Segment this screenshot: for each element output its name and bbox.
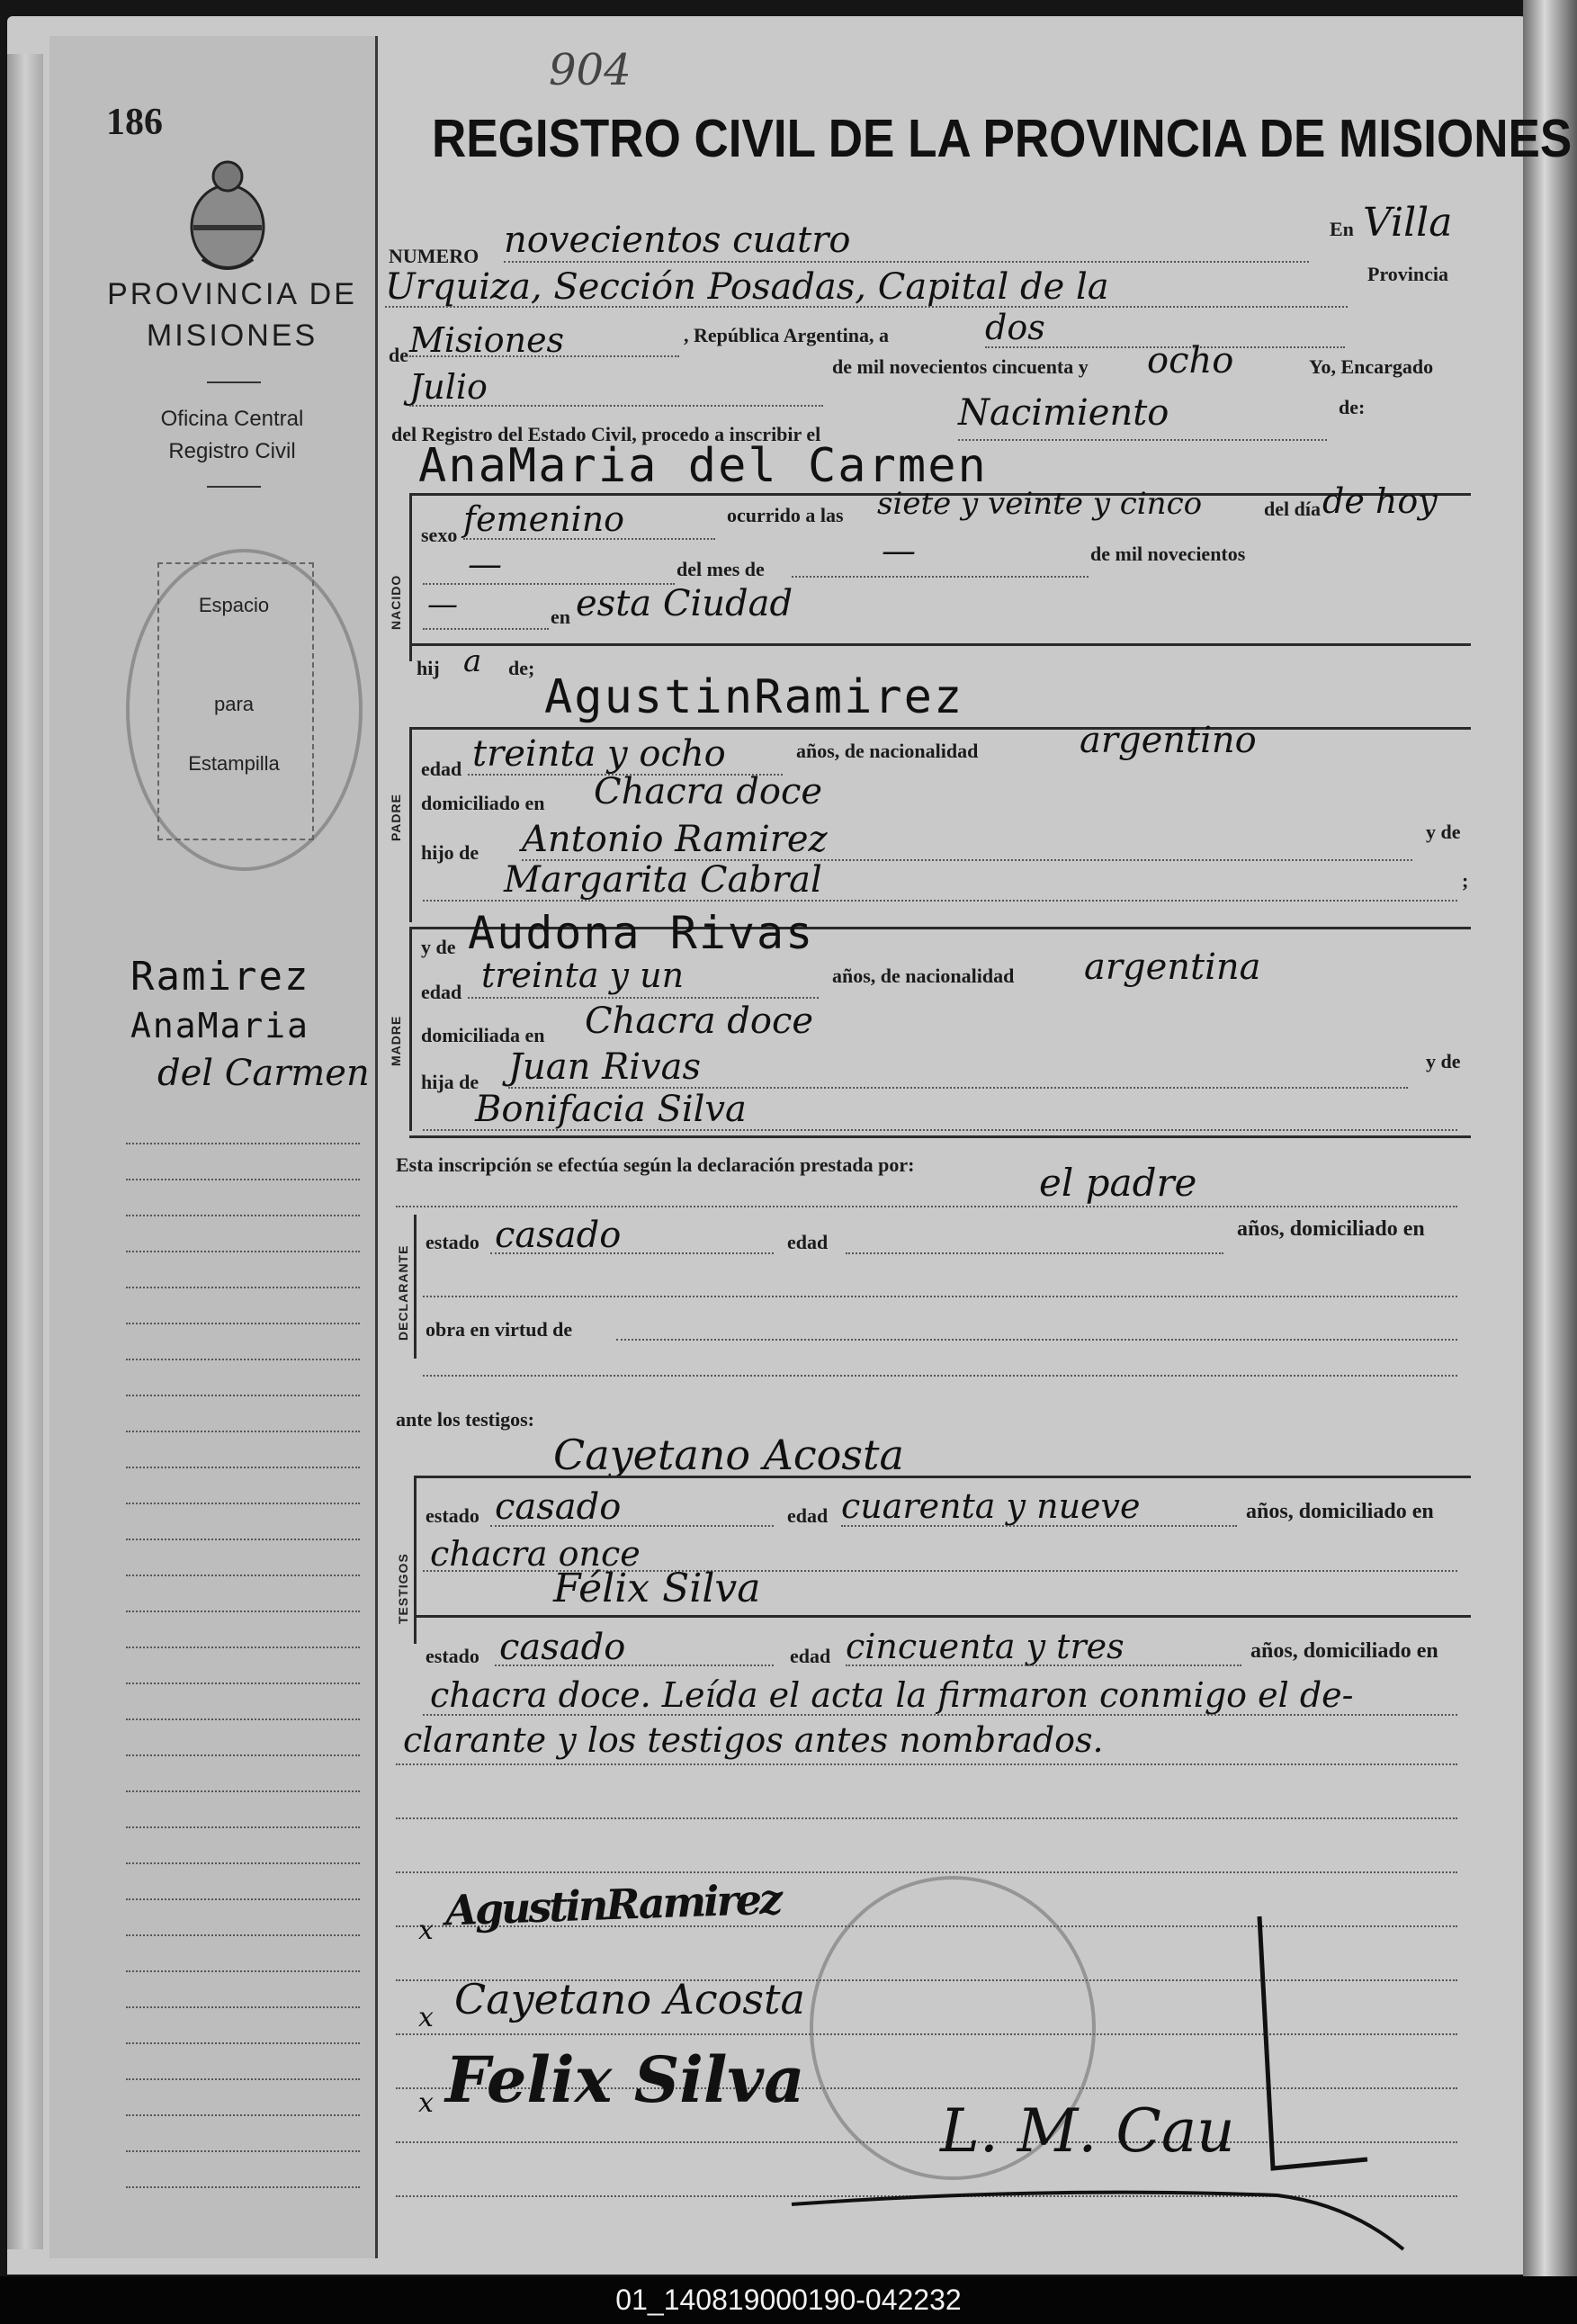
office-line-1: Oficina Central [160, 407, 304, 431]
signature-marker: x [418, 1915, 434, 1946]
registry-title: REGISTRO CIVIL DE LA PROVINCIA DE MISIONES [432, 109, 1573, 169]
value-dia: dos [985, 308, 1045, 347]
coat-of-arms-icon [184, 151, 271, 274]
margin-line [126, 1539, 360, 1540]
value-padre-dom: Chacra doce [594, 771, 823, 812]
label-provincia: Provincia [1367, 263, 1449, 285]
field-line [423, 900, 1457, 902]
section-rule [414, 1615, 1471, 1618]
value-testigo1: Cayetano Acosta [553, 1431, 904, 1479]
page-edge [1523, 0, 1577, 2324]
value-mes: Julio [409, 367, 488, 407]
value-madre-nac: argentina [1084, 947, 1261, 988]
value-mes-nac: — [468, 544, 502, 584]
signature-marker: x [418, 2002, 434, 2033]
label-edad: edad [421, 981, 462, 1003]
label-en: En [1330, 218, 1354, 240]
child-name: AnaMaria del Carmen [418, 439, 988, 493]
field-line [396, 1817, 1457, 1819]
value-decl-estado: casado [495, 1215, 622, 1256]
divider [207, 381, 261, 383]
section-rule [409, 727, 1471, 730]
value-provincia: Misiones [409, 320, 565, 360]
label-inscripcion: Esta inscripción se efectúa según la declaración prestada por: [396, 1153, 915, 1176]
label-y-de: y de [1426, 821, 1461, 843]
label-sexo: sexo [421, 524, 458, 546]
label-edad: edad [787, 1504, 829, 1527]
margin-name-line-1: Ramirez [130, 954, 310, 1000]
margin-line [126, 1251, 360, 1252]
side-label-testigos: TESTIGOS [396, 1553, 410, 1624]
label-y-de: y de [1426, 1050, 1461, 1072]
label-anos-dom: años, domiciliado en [1237, 1217, 1425, 1241]
field-line [396, 1871, 1457, 1873]
mother-name: Audona Rivas [468, 907, 815, 959]
side-label-padre: PADRE [389, 794, 403, 841]
value-testigo2: Félix Silva [553, 1566, 761, 1611]
field-line [423, 1714, 1457, 1716]
label-anos-dom: años, domiciliado en [1250, 1639, 1438, 1663]
signature-marker: x [418, 2087, 434, 2119]
section-rule [414, 1476, 1471, 1478]
value-madre-hija-de: Juan Rivas [508, 1046, 702, 1088]
value-anio: ocho [1147, 340, 1234, 381]
label-de-mil-nov: de mil novecientos [1090, 543, 1246, 565]
label-de-colon: de: [1339, 396, 1366, 418]
label-estado: estado [426, 1231, 479, 1253]
margin-line [126, 1467, 360, 1468]
value-en-lugar: esta Ciudad [576, 583, 793, 624]
margin-name-line-3: del Carmen [157, 1053, 370, 1094]
margin-line [126, 1179, 360, 1180]
label-de: de [389, 344, 408, 366]
section-bracket [414, 1215, 417, 1359]
label-estado: estado [426, 1504, 479, 1527]
margin-line [126, 2006, 360, 2008]
label-y-de: y de [421, 936, 456, 958]
officer-signature-flourish [774, 1898, 1421, 2258]
value-t2-dom: chacra doce. Leída el acta la firmaron conmigo el de- [430, 1675, 1354, 1715]
label-ante: ante los testigos: [396, 1408, 534, 1431]
value-madre-edad: treinta y un [481, 956, 685, 995]
field-line [490, 1252, 774, 1254]
margin-line [126, 1718, 360, 1720]
margin-line [126, 1287, 360, 1288]
field-line [504, 261, 1309, 263]
field-line [409, 405, 823, 407]
margin-line [126, 1682, 360, 1684]
label-numero: NUMERO [389, 245, 479, 267]
value-anio-nac: — [882, 531, 916, 570]
field-line [463, 538, 715, 540]
value-sexo: femenino [463, 499, 625, 539]
label-anos-nac: años, de nacionalidad [796, 740, 979, 762]
label-domiciliada: domiciliada en [421, 1024, 545, 1046]
field-line [409, 355, 679, 357]
field-line [958, 439, 1327, 441]
father-name: AgustinRamirez [544, 670, 964, 724]
field-line [846, 1664, 1241, 1666]
label-en-lugar: en [551, 606, 570, 628]
margin-line [126, 1898, 360, 1900]
margin-line [126, 1575, 360, 1576]
field-line [396, 1206, 1457, 1207]
label-del-registro: del Registro del Estado Civil, procedo a inscribir el [391, 423, 821, 445]
field-line [423, 1129, 1457, 1131]
margin-line [126, 1647, 360, 1648]
label-yo-encargado: Yo, Encargado [1309, 355, 1434, 378]
margin-line [126, 1862, 360, 1864]
signature-3: Felix Silva [445, 2042, 805, 2117]
signature-2: Cayetano Acosta [454, 1975, 805, 2023]
field-line [495, 1664, 774, 1666]
label-anos-nac: años, de nacionalidad [832, 965, 1015, 987]
margin-line [126, 2078, 360, 2080]
label-domiciliado: domiciliado en [421, 792, 545, 814]
margin-line [126, 2186, 360, 2188]
field-line [616, 1339, 1457, 1341]
value-acto: Nacimiento [958, 392, 1169, 434]
label-semicolon: ; [1462, 869, 1469, 892]
margin-line [126, 1323, 360, 1324]
label-edad: edad [421, 758, 462, 780]
value-t2-edad: cincuenta y tres [846, 1627, 1125, 1666]
section-rule [409, 643, 1471, 646]
province-line-2: MISIONES [146, 319, 318, 353]
value-en: Villa [1363, 200, 1453, 246]
section-bracket [409, 729, 412, 922]
side-label-declarante: DECLARANTE [396, 1244, 410, 1341]
footer-code: 01_140819000190-042232 [615, 2284, 962, 2316]
label-republica: , República Argentina, a [684, 324, 889, 346]
margin-line [126, 1359, 360, 1360]
field-line [423, 628, 549, 630]
margin-line [126, 1754, 360, 1756]
stamp-box-line-1: Espacio [198, 594, 270, 616]
margin-line [126, 2150, 360, 2152]
divider [207, 486, 261, 488]
field-line [423, 1296, 1457, 1297]
margin-line [126, 1395, 360, 1396]
value-padre-y-de: Margarita Cabral [504, 859, 822, 901]
value-t1-edad: cuarenta y nueve [841, 1486, 1141, 1526]
value-madre-dom: Chacra doce [585, 1000, 814, 1042]
value-padre-nac: argentino [1080, 720, 1257, 761]
label-hij: hij [417, 657, 440, 679]
label-edad: edad [790, 1645, 831, 1667]
field-line [490, 1525, 774, 1527]
value-hora: siete y veinte y cinco [877, 486, 1203, 522]
label-obra: obra en virtud de [426, 1318, 573, 1341]
value-declarante: el padre [1039, 1161, 1197, 1205]
value-padre-hijo-de: Antonio Ramirez [522, 819, 828, 860]
value-hij-suffix: a [463, 643, 482, 679]
officer-signature: L. M. Cau [940, 2096, 1235, 2166]
value-madre-y-de: Bonifacia Silva [475, 1089, 747, 1130]
margin-line [126, 1503, 360, 1504]
field-line [385, 306, 1348, 308]
value-lugar: Urquiza, Sección Posadas, Capital de la [385, 266, 1109, 308]
label-de-semi: de; [508, 657, 535, 679]
label-hijo-de: hijo de [421, 841, 479, 864]
margin-line [126, 2114, 360, 2116]
archive-number: 904 [549, 45, 632, 95]
margin-line [126, 2042, 360, 2044]
label-estado: estado [426, 1645, 479, 1667]
value-t2-estado: casado [499, 1627, 626, 1668]
section-bracket [414, 1477, 417, 1644]
stamp-box-line-2: para [213, 693, 255, 715]
field-line [841, 1525, 1237, 1527]
margin-line [126, 1826, 360, 1828]
label-ocurrido: ocurrido a las [727, 504, 844, 526]
label-del-dia: del día [1264, 498, 1321, 520]
value-t1-estado: casado [495, 1486, 622, 1528]
side-label-nacido: NACIDO [389, 574, 403, 630]
label-hija-de: hija de [421, 1071, 479, 1093]
stamp-box-line-3: Estampilla [188, 752, 280, 775]
left-margin-column [49, 36, 378, 2258]
book-binding [7, 54, 43, 2249]
value-dash: — [427, 587, 458, 623]
value-t1-dom: chacra once [430, 1534, 641, 1574]
label-anos-dom: años, domiciliado en [1246, 1500, 1434, 1523]
side-label-madre: MADRE [389, 1015, 403, 1066]
value-padre-edad: treinta y ocho [472, 733, 726, 775]
section-bracket [409, 929, 412, 1131]
field-line [396, 1763, 1457, 1765]
section-rule [409, 1135, 1471, 1138]
province-line-1: PROVINCIA DE [107, 277, 357, 311]
value-closing: clarante y los testigos antes nombrados. [403, 1720, 1104, 1760]
value-numero: novecientos cuatro [504, 220, 851, 261]
margin-line [126, 1934, 360, 1936]
margin-line [126, 1215, 360, 1216]
label-del-mes: del mes de [676, 558, 765, 580]
section-bracket [409, 495, 412, 661]
signature-1: AgustinRamirez [444, 1874, 782, 1935]
label-edad: edad [787, 1231, 829, 1253]
field-line [792, 576, 1089, 578]
margin-line [126, 1611, 360, 1612]
page-number: 186 [106, 102, 163, 143]
margin-line [126, 1431, 360, 1432]
value-dia-nac: de hoy [1322, 481, 1438, 521]
margin-line [126, 1143, 360, 1144]
field-line [423, 1375, 1457, 1377]
margin-line [126, 1790, 360, 1792]
margin-line [126, 1970, 360, 1972]
field-line [468, 997, 819, 999]
field-line [846, 1252, 1223, 1254]
office-line-2: Registro Civil [168, 439, 296, 463]
label-de-mil: de mil novecientos cincuenta y [832, 355, 1089, 378]
margin-name-line-2: AnaMaria [130, 1006, 310, 1045]
